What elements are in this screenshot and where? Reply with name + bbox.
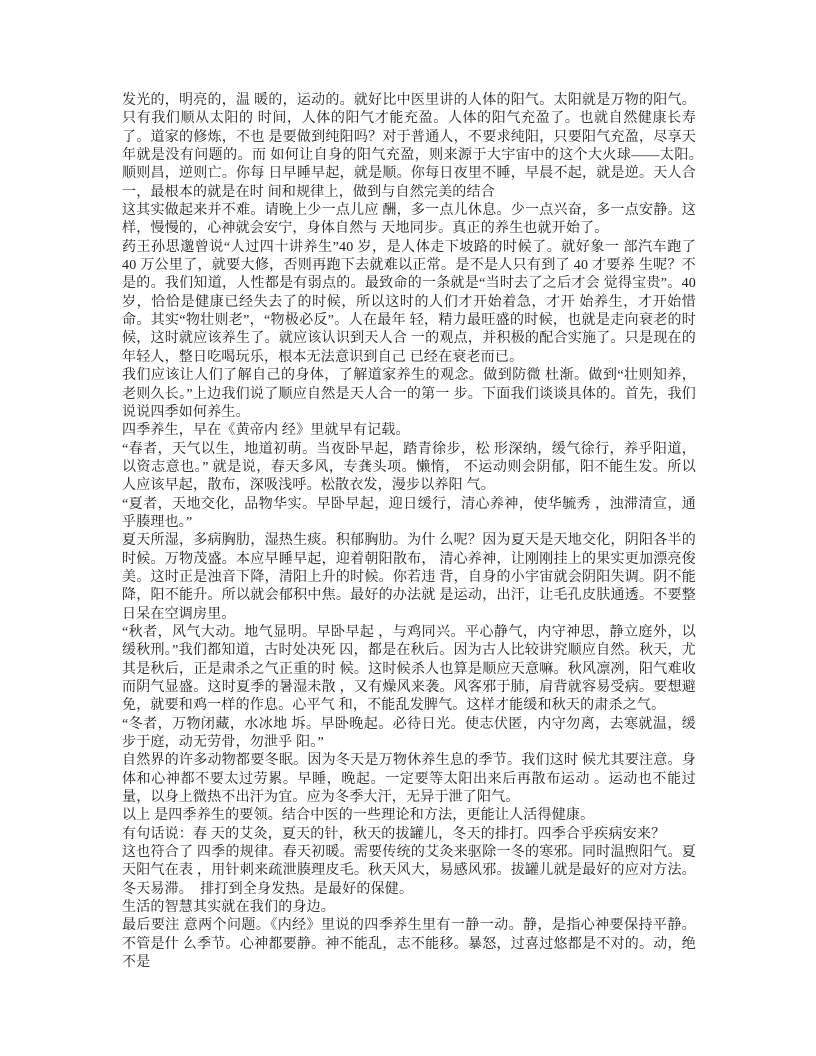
paragraph: 这其实做起来并不难。请晚上少一点儿应 酬，多一点儿休息。少一点兴奋，多一点安静。这样，慢慢的，心神就会安宁，身体自然与 天地同步。真正的养生也就开始了。	[122, 203, 696, 237]
paragraph: “夏者，天地交化，品物华实。早卧早起，迎日缓行，清心养神，使华毓秀 ，浊滞清宣，通乎腠理也。”	[122, 496, 696, 530]
paragraph: 以上 是四季养生的要领。结合中医的一些理论和方法，更能让人活得健康。	[122, 808, 595, 824]
paragraph: “秋者，风气大动。地气显明。早卧早起 ，与鸡同兴。平心静气，内守神思，静立庭外，以缓秋刑。”我们都知道，古时处决死 囚，都是在秋后。因为古人比较讲究顺应自然。秋天，尤其是秋后，正是肃杀之气正重的时 候。这时候杀人也算是顺应天意嘛。秋风凛冽，阳气难收而阴气显盛。这时夏季的暑湿未散 ，又有燥风来袭。风客邪于肺，肩背就容易受病。要想避免，就要和鸡一样的作息。心平气 和，不能乱发脾气。这样才能缓和秋天的肃杀之气。	[122, 624, 696, 714]
paragraph: 四季养生，早在《黄帝内 经》里就早有记载。	[122, 423, 410, 439]
paragraph: 我们应该让人们了解自己的身体，了解道家养生的观念。做到防微 杜渐。做到“壮则知养，老则久长。”上边我们说了顺应自然是天人合一的第一 步。下面我们谈谈具体的。首先，我们说说四季如何养生。	[122, 368, 696, 420]
paragraph: “春者，天气以生，地道初萌。当夜卧早起，踏青徐步，松 形深纳，缓气徐行，养乎阳道，以资志意也。” 就是说，春天多风，专龚头项。懒惰， 不运动则会阴郁，阳不能生发。所以人应该早起，散布，深吸浅呼。松散衣发，漫步以养阳 气。	[122, 441, 696, 494]
paragraph: 有句话说：春 天的艾灸，夏天的针，秋天的拔罐儿，冬天的排打。四季合乎疾病安来？	[122, 826, 666, 842]
paragraph: 自然界的许多动物都要冬眠。因为冬天是万物休养生息的季节。我们这时 候尤其要注意。身体和心神都不要太过劳累。早睡，晚起。一定要等太阳出来后再散布运动 。运动也不能过量，以身上微热不出汗为宜。应为冬季大汗，无异于泄了阳气。	[122, 753, 696, 806]
paragraph: 夏天所湿，多病胸肋，湿热生痰。积郁胸肋。为什 么呢？因为夏天是天地交化，阴阳各半的时候。万物茂盛。本应早睡早起，迎着朝阳散布， 清心养神，让刚刚挂上的果实更加漂亮俊美。这时正是浊音下降，清阳上升的时候。你若违 背，自身的小宇宙就会阴阳失调。阴不能降，阳不能升。所以就会郁积中焦。最好的办法就 是运动，出汗，让毛孔皮肤通透。不要整日呆在空调房里。	[122, 533, 696, 622]
paragraph: 药王孙思邈曾说“人过四十讲养生”40 岁，是人体走下坡路的时候了。就好象一 部汽车跑了 40 万公里了，就要大修，否则再跑下去就难以正常。是不是人只有到了 40 才要养 生呢？不是的。我们知道，人性都是有弱点的。最致命的一条就是“当时去了之后才会 觉得宝贵”。40 岁，恰恰是健康已经失去了的时候，所以这时的人们才开始着急，才开 始养生，才开始惜命。其实“物壮则老”，“物极必反”。人在最年 轻，精力最旺盛的时候，也就是走向衰老的时候，这时就应该养生了。就应该认识到天人合 一的观点，并积极的配合实施了。只是现在的年轻人，整日吃喝玩乐，根本无法意识到自己 已经在衰老而已。	[122, 239, 696, 365]
paragraph: 这也符合了 四季的规律。春天初暖。需要传统的艾灸来驱除一冬的寒邪。同时温煦阳气。夏天阳气在表 ，用针刺来疏泄腠理皮毛。秋天风大，易感风邪。拔罐儿就是最好的应对方法。冬天易滞。 排打到全身发热。是最好的保健。	[122, 845, 696, 897]
paragraph: 生活的智慧其实就在我们的身边。	[122, 900, 335, 916]
paragraph: 发光的，明亮的，温 暖的，运动的。就好比中医里讲的人体的阳气。太阳就是万物的阳气。只有我们顺从太阳的 时间，人体的阳气才能充盈。人体的阳气充盈了。也就自然健康长寿了。道家的修炼，不也 是要做到纯阳吗？对于普通人，不要求纯阳，只要阳气充盈，尽享天年就是没有问题的。而 如何让自身的阳气充盈，则来源于大宇宙中的这个大火球——太阳。 顺则昌，逆则亡。你每 日早睡早起，就是顺。你每日夜里不睡，早晨不起，就是逆。天人合一，最根本的就是在时 间和规律上，做到与自然完美的结合	[122, 93, 711, 200]
document-body-text	[122, 92, 711, 973]
paragraph: 最后要注 意两个问题。《内经》里说的四季养生里有一静一动。静，是指心神要保持平静。不管是什 么季节。心神都要静。神不能乱，志不能移。暴怒，过喜过悠都是不对的。动，绝不是	[122, 918, 696, 971]
paragraph: “冬者，万物闭藏，水冰地 坼。早卧晚起。必待日光。使志伏匿，内守勿离，去寒就温，缓步于庭，动无劳骨，勿泄乎 阳。”	[122, 716, 696, 751]
